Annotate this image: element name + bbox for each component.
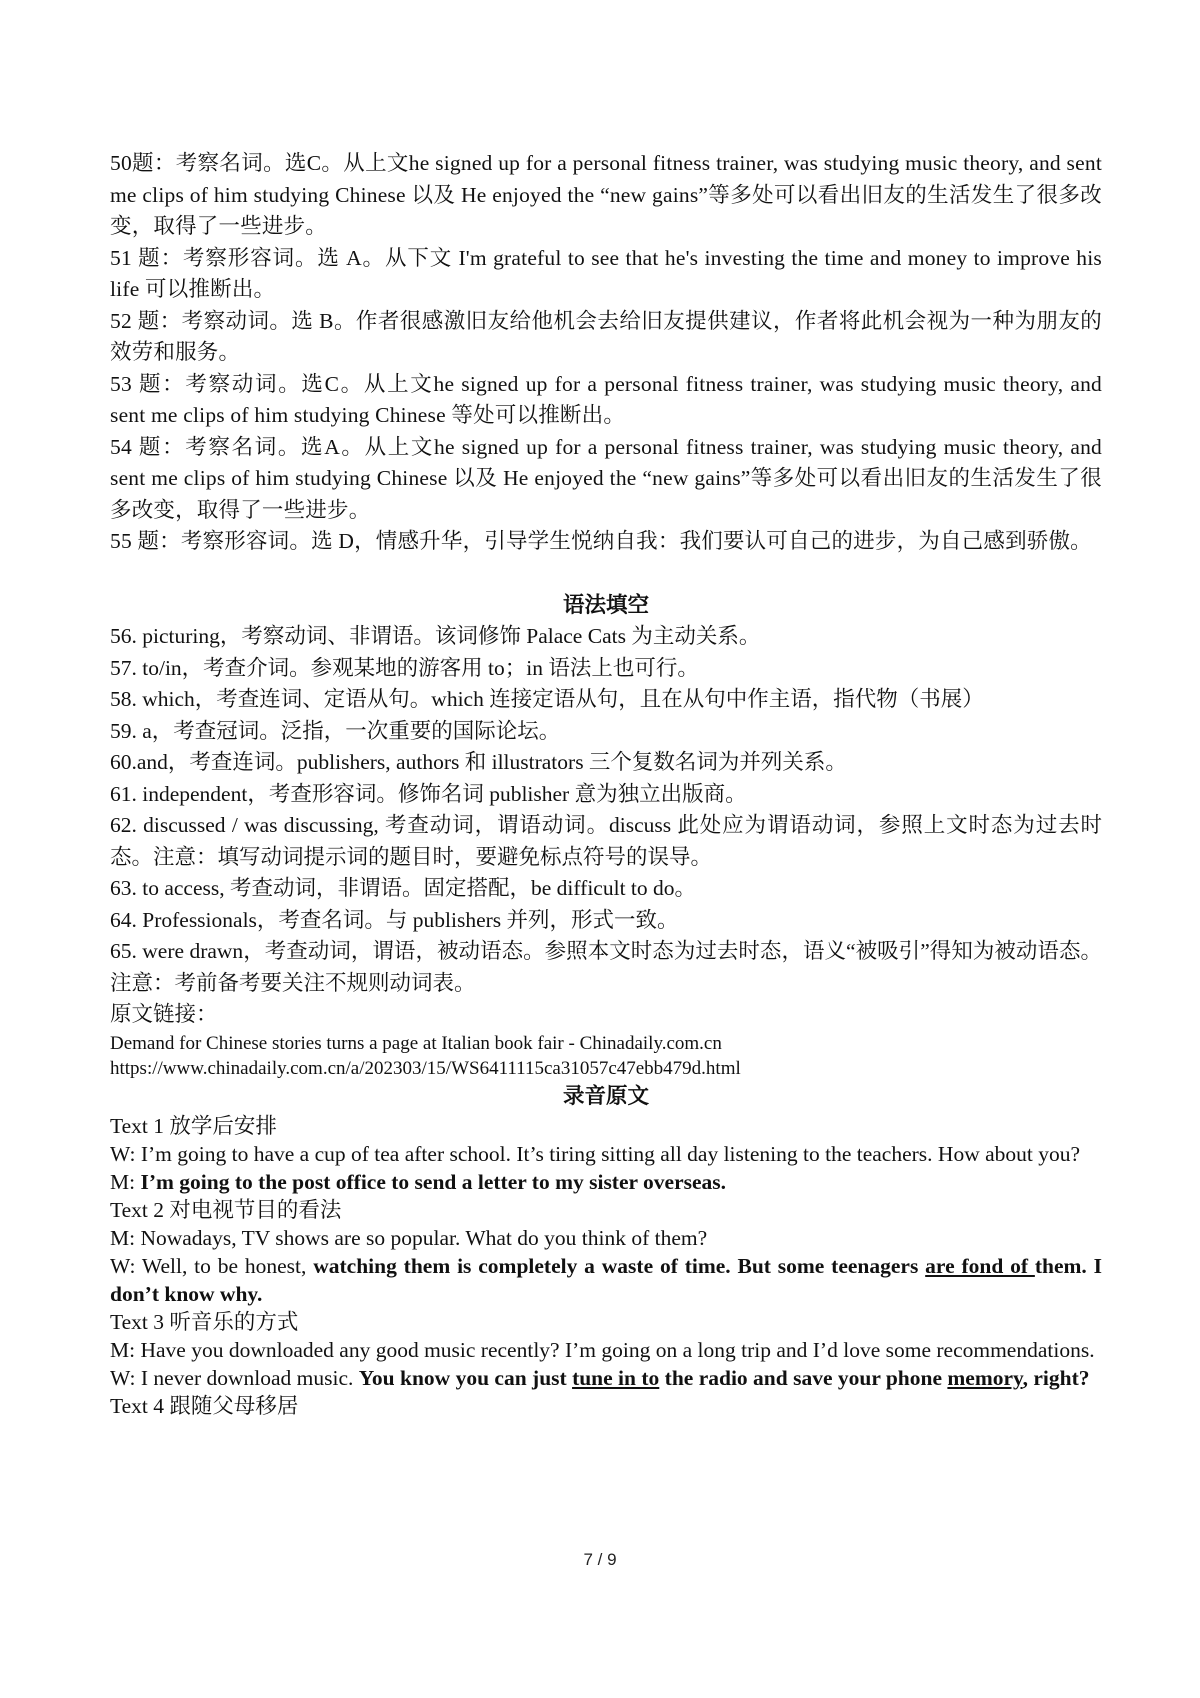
answer-q55: 55 题：考察形容词。选 D，情感升华，引导学生悦纳自我：我们要认可自己的进步，为自己感到骄傲。 [110, 529, 1092, 553]
text2-title: Text 2 对电视节目的看法 [110, 1198, 342, 1222]
page-number: 7 / 9 [583, 1550, 617, 1569]
key-sentence: watching them is completely a waste of time. But some teenagers [313, 1254, 926, 1278]
key-sentence: I’m going to the post office to send a letter to my sister overseas. [140, 1170, 727, 1194]
answer-q54: 54 题：考察名词。选A。从上文he signed up for a personal fitness trainer, was studying music theory, and sent me clips of him studying Chinese 以及 He enjoyed the “new gains”等多处可以看出旧友的生活发生了很多改变，取得了一些进步。 [110, 434, 1102, 522]
grammar-item-60: 60.and，考查连词。publishers, authors 和 illustrators 三个复数名词为并列关系。 [110, 750, 847, 774]
grammar-item-58: 58. which，考查连词、定语从句。which 连接定语从句，且在从句中作主语，指代物（书展） [110, 687, 984, 711]
grammar-item-63: 63. to access, 考查动词，非谓语。固定搭配，be difficult to do。 [110, 876, 697, 900]
grammar-item-62: 62. discussed / was discussing, 考查动词，谓语动词。discuss 此处应为谓语动词，参照上文时态为过去时态。注意：填写动词提示词的题目时，要避免标点符号的误导。 [110, 813, 1102, 869]
key-sentence: , right? [1022, 1366, 1090, 1390]
grammar-heading: 语法填空 [562, 592, 649, 617]
answer-q51: 51 题：考察形容词。选 A。从下文 I'm grateful to see that he's investing the time and money to improve his life 可以推断出。 [110, 245, 1102, 301]
text4-title: Text 4 跟随父母移居 [110, 1394, 299, 1418]
key-sentence: them. I don’t know why. [110, 1254, 1103, 1306]
text1-title: Text 1 放学后安排 [110, 1114, 277, 1138]
grammar-item-56: 56. picturing，考察动词、非谓语。该词修饰 Palace Cats 为主动关系。 [110, 624, 761, 648]
text3-woman-line [110, 1364, 1102, 1392]
text3-man-line: M: Have you downloaded any good music recently? I’m going on a long trip and I’d love some recommendations. [110, 1338, 1095, 1362]
grammar-item-59: 59. a，考查冠词。泛指，一次重要的国际论坛。 [110, 718, 561, 743]
answer-q52: 52 题：考察动词。选 B。作者很感激旧友给他机会去给旧友提供建议，作者将此机会视为一种为朋友的效劳和服务。 [110, 308, 1102, 364]
key-phrase: are fond of [925, 1254, 1035, 1278]
text1-woman-line: W: I’m going to have a cup of tea after school. It’s tiring sitting all day listening to the teachers. How about you? [110, 1142, 1081, 1166]
key-sentence: the radio and save your phone [659, 1366, 948, 1390]
key-phrase: memory [947, 1366, 1023, 1390]
text1-man-line [110, 1168, 1102, 1196]
key-phrase: tune in to [572, 1366, 660, 1390]
key-sentence: You know you can just [358, 1366, 573, 1390]
text2-man-line: M: Nowadays, TV shows are so popular. What do you think of them? [110, 1226, 708, 1250]
speaker-label: M: [110, 1170, 141, 1194]
plain-segment: W: I never download music. [110, 1366, 359, 1390]
answer-q53: 53 题：考察动词。选C。从上文he signed up for a personal fitness trainer, was studying music theory, and sent me clips of him studying Chinese 等处可以推断出。 [110, 371, 1102, 427]
source-label: 原文链接： [110, 1002, 218, 1026]
text2-woman-line [110, 1252, 1102, 1308]
grammar-item-64: 64. Professionals，考查名词。与 publishers 并列，形式一致。 [110, 907, 679, 932]
transcript-heading: 录音原文 [562, 1083, 649, 1108]
document-page [110, 148, 1102, 1420]
plain-segment: W: Well, to be honest, [110, 1254, 314, 1278]
grammar-item-61: 61. independent，考查形容词。修饰名词 publisher 意为独立出版商。 [110, 781, 747, 806]
source-title: Demand for Chinese stories turns a page at Italian book fair - Chinadaily.com.cn [110, 1032, 722, 1054]
source-url: https://www.chinadaily.com.cn/a/202303/15/WS6411115ca31057c47ebb479d.html [110, 1057, 741, 1079]
grammar-item-65: 65. were drawn，考查动词，谓语，被动语态。参照本文时态为过去时态，语义“被吸引”得知为被动语态。注意：考前备考要关注不规则动词表。 [110, 939, 1102, 995]
answer-q50: 50题：考察名词。选C。从上文he signed up for a personal fitness trainer, was studying music theory, and sent me clips of him studying Chinese 以及 He enjoyed the “new gains”等多处可以看出旧友的生活发生了很多改变，取得了一些进步。 [110, 151, 1102, 238]
grammar-item-57: 57. to/in，考查介词。参观某地的游客用 to；in 语法上也可行。 [110, 655, 699, 680]
text3-title: Text 3 听音乐的方式 [110, 1310, 299, 1334]
